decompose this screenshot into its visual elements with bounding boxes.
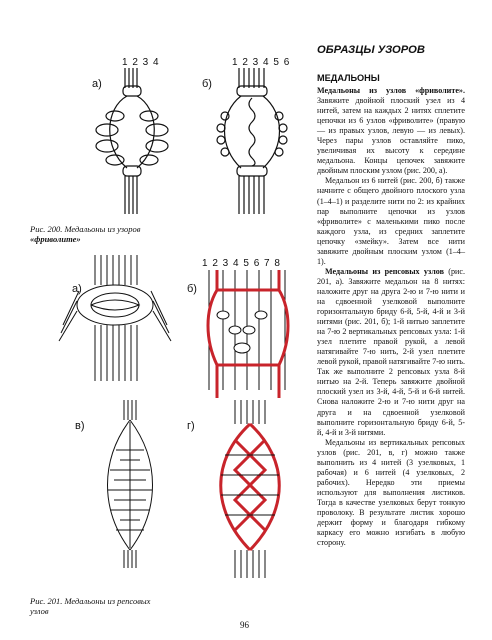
paragraph-3 — [317, 267, 465, 438]
page-number: 96 — [240, 620, 249, 630]
body-text — [317, 86, 465, 548]
figure-200a-frivolite-medallion — [85, 68, 185, 218]
figure-201b-reps-medallion-colored — [195, 270, 305, 400]
figure-201c-leaf-medallion — [80, 400, 180, 570]
paragraph-1-text: Завяжите двойной плоский узел из 4 нитей, затем на каждых 2 нитях сплетите цепочки из 6 узлов «фриволите» (правую — из правых узлов, левую — из левых). Через пары узлов оставляйте пико, увеличивая их высоту к середине медальона. Концы цепочек завяжите двойным плоским узлом (рис. 200, а). — [317, 96, 465, 176]
figure-201-caption-line2: узлов — [30, 606, 49, 616]
figure-201d-leaf-medallion-colored — [195, 400, 305, 580]
paragraph-1-lead: Медальоны из узлов «фриволите». — [317, 86, 465, 95]
figure-201c-label: в) — [75, 420, 85, 432]
paragraph-4: Медальоны из вертикальных репсовых узлов (рис. 201, в, г) можно также выполнить из 4 нитей (3 узелковых, 1 рабочая) и 6 нитей (4 узелковых, 2 рабочих). Нередко эти приемы используют для выполнения листиков. Тогда в качестве узелковых берут тонкую проволоку. В результате листик хорошо держит форму и благодаря гибкому каркасу его можно изгибать в любую сторону. — [317, 437, 465, 548]
text-column — [317, 44, 465, 548]
figure-201d-label: г) — [187, 420, 195, 432]
section-title: ОБРАЗЦЫ УЗОРОВ — [317, 44, 425, 56]
figure-201b-label: б) — [187, 283, 197, 295]
figure-200-caption — [30, 224, 210, 244]
paragraph-2: Медальон из 6 нитей (рис. 200, б) также начните с общего двойного плоского узла (1–4–1) и разделите нити по 2: из крайних пар выполните цепочки из узлов «фриволите» с маленькими пико после каждого узла, из средних заплетите цепочку «змейку». Затем все нити завяжите двойным плоским узлом (1–4–1). — [317, 176, 465, 266]
figure-200b-frivolite-medallion — [205, 68, 305, 218]
figure-200a-thread-numbers: 1 2 3 4 — [122, 57, 160, 68]
figure-201a-reps-medallion — [55, 255, 185, 385]
figure-201b-thread-numbers: 1 2 3 4 5 6 7 8 — [202, 258, 281, 269]
figure-200b-thread-numbers: 1 2 3 4 5 6 — [232, 57, 291, 68]
figure-201-caption — [30, 596, 210, 616]
figure-200a-label: а) — [92, 78, 102, 90]
figure-200-caption-bold: «фриволите» — [30, 234, 81, 244]
paragraph-1 — [317, 86, 465, 176]
figure-200-caption-text: Рис. 200. Медальоны из узоров — [30, 224, 141, 234]
figure-201a-label: а) — [72, 283, 82, 295]
paragraph-3-lead: Медальоны из репсовых узлов — [325, 266, 444, 276]
subsection-title: МЕДАЛЬОНЫ — [317, 73, 380, 83]
paragraph-3-text: (рис. 201, а). Завяжите медальон на 8 нитях: наложите друг на друга 2-ю и 7-ю нити и на сдвоенной узелковой выполните горизонтальную бриду 6-й, 5-й, 4-й и 3-й нитями (рис. 201, б); 1-й нитью заплетите на 7-ю 2 вертикальных репсовых узла: 1-й узел плетите правой рукой, а левой натягивайте 7-ю нить, 2-й узел плетите левой рукой, правой натягивайте 7-ю нить. Так же выполните 2 репсовых узла 8-й нитью на 2-й. Теперь завяжите двойной плоский узел из 3-й, 4-й, 5-й и 6-й нитей. Снова наложите 2-ю и 7-ю нити друг на друга и на сдвоенной узелковой выполните горизонтальную бриду 6-й, 5-й, 4-й и 3-й нитями. — [317, 266, 465, 437]
figure-201-caption-line1: Рис. 201. Медальоны из репсовых — [30, 596, 151, 606]
figure-200b-label: б) — [202, 78, 212, 90]
